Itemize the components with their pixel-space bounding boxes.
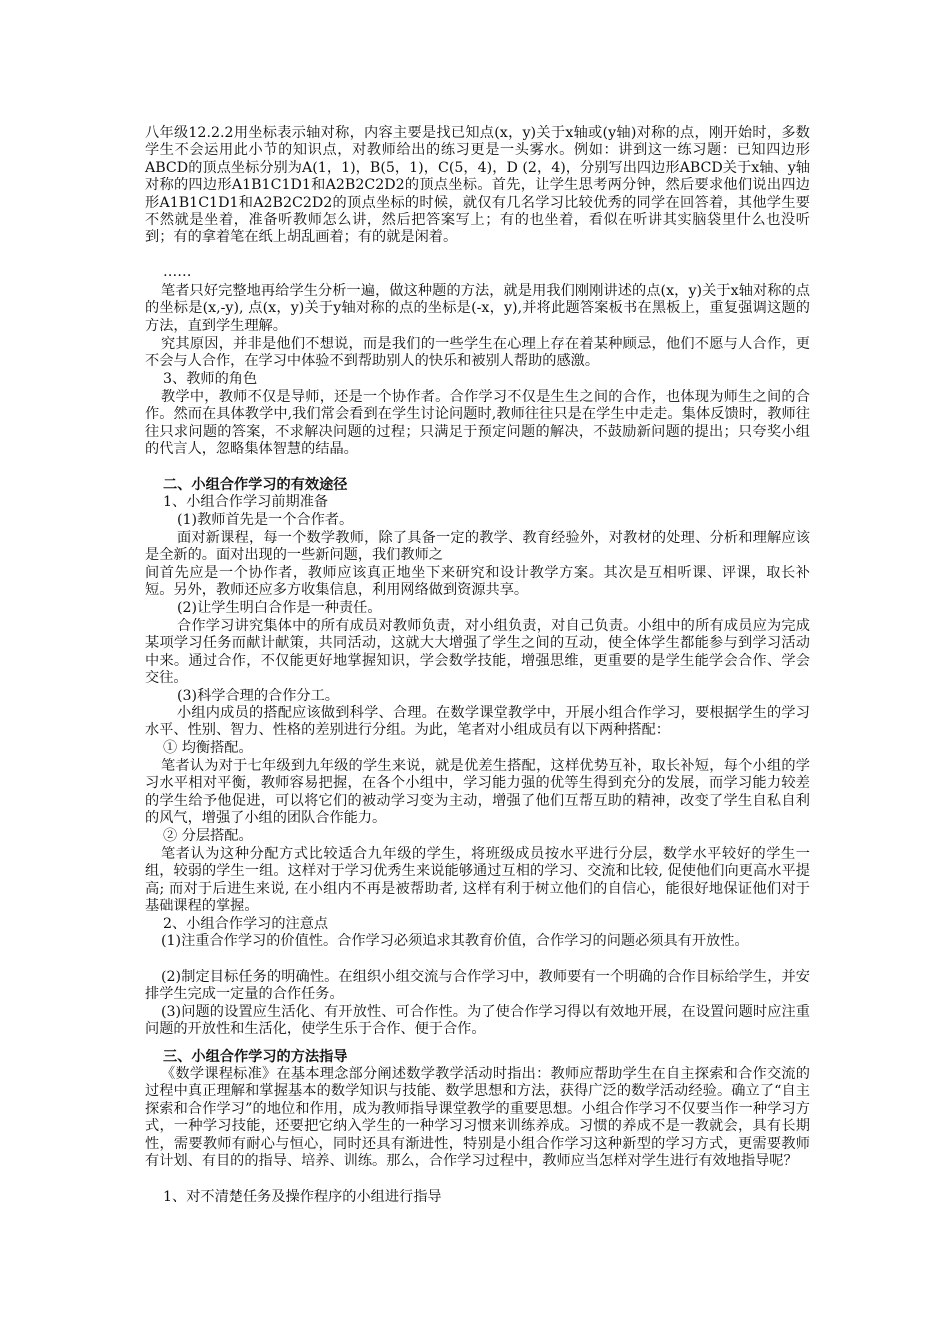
paragraph-responsibility: 合作学习讲究集体中的所有成员对教师负责，对小组负责，对自己负责。小组中的所有成员应为完成某项学习任务而献计献策，共同活动，这就大大增强了学生之间的互动，使全体学生都能参与到学习活动中来。通过合作，不仅能更好地掌握知识，学会数学技能，增强思维，更重要的是学生能学会合作、学会交往。 (145, 618, 810, 687)
item-2-title: (2)让学生明白合作是一种责任。 (177, 600, 382, 616)
paragraph-new-curriculum: 面对新课程，每一个数学教师，除了具备一定的教学、教育经验外，对教材的处理、分析和理解应该是全新的。面对出现的一些新问题，我们教师之 (145, 530, 810, 564)
note-2: (2)制定目标任务的明确性。在组织小组交流与合作学习中，教师要有一个明确的合作目标给学生，并安排学生完成一定量的合作任务。 (145, 969, 810, 1003)
section-heading-3: 三、小组合作学习的方法指导 (163, 1049, 348, 1065)
note-3: (3)问题的设置应生活化、有开放性、可合作性。为了使合作学习得以有效地开展，在设置问题时应注重问题的开放性和生活化，使学生乐于合作、便于合作。 (145, 1004, 810, 1038)
paragraph-reason: 究其原因，并非是他们不想说，而是我们的一些学生在心理上存在着某种顾忌，他们不愿与人合作，更不会与人合作，在学习中体验不到帮助别人的快乐和被别人帮助的感激。 (145, 336, 810, 370)
subheading-teacher-role: 3、教师的角色 (163, 371, 258, 387)
subheading-preparation: 1、小组合作学习前期准备 (163, 494, 329, 510)
item-3-title: (3)科学合理的合作分工。 (177, 688, 339, 704)
paragraph-curriculum-standard: 《数学课程标准》在基本理念部分阐述数学教学活动时指出：教师应帮助学生在自主探索和合作交流的过程中真正理解和掌握基本的数学知识与技能、数学思想和方法，获得广泛的数学活动经验。确立了“自主探索和合作学习”的地位和作用，成为教师指导课堂教学的重要思想。小组合作学习不仅要当作一种学习方式，一种学习技能，还要把它纳入学生的一种学习习惯来训练养成。习惯的养成不是一教就会，具有长期性，需要教师有耐心与恒心，同时还具有渐进性，特别是小组合作学习这种新型的学习方式，更需要教师有计划、有目的的指导、培养、训练。那么，合作学习过程中，教师应当怎样对学生进行有效地指导呢？ (145, 1066, 810, 1170)
balanced-pairing-title: ① 均衡搭配。 (163, 740, 253, 756)
paragraph-grouping: 小组内成员的搭配应该做到科学、合理。在数学课堂教学中，开展小组合作学习，要根据学生的学习水平、性别、智力、性格的差别进行分组。为此，笔者对小组成员有以下两种搭配： (145, 705, 810, 739)
paragraph-layered-pairing: 笔者认为这种分配方式比较适合九年级的学生，将班级成员按水平进行分层，数学水平较好的学生一组，较弱的学生一组。这样对于学习优秀生来说能够通过互相的学习、交流和比较, 促使他们向更高水平提高; 而对于后进生来说, 在小组内不再是被帮助者, 这样有利于树立他们的自信心，能很好地保证他们对于基础课程的掌握。 (145, 846, 810, 915)
layered-pairing-title: ② 分层搭配。 (163, 828, 253, 844)
note-1: (1)注重合作学习的价值性。合作学习必须追求其教育价值，合作学习的问题必须具有开放性。 (161, 933, 749, 949)
ellipsis-line: …… (163, 264, 192, 280)
paragraph-teacher-role: 教学中，教师不仅是导师，还是一个协作者。合作学习不仅是生生之间的合作，也体现为师生之间的合作。然而在具体教学中,我们常会看到在学生讨论问题时,教师往往只是在学生中走走。集体反馈时，教师往往只求问题的答案，不求解决问题的过程；只满足于预定问题的解决，不鼓励新问题的提出；只夸奖小组的代言人，忽略集体智慧的结晶。 (145, 389, 810, 458)
paragraph-collaborator: 间首先应是一个协作者，教师应该真正地坐下来研究和设计教学方案。其次是互相听课、评课，取长补短。另外，教师还应多方收集信息，利用网络做到资源共享。 (145, 565, 810, 599)
item-1-title: (1)教师首先是一个合作者。 (177, 512, 354, 528)
paragraph-teacher-explains: 笔者只好完整地再给学生分析一遍，做这种题的方法，就是用我们刚刚讲述的点(x，y)关于x轴对称的点的坐标是(x,-y), 点(x，y)关于y轴对称的点的坐标是(-x，y),并将此题答案板书在黑板上，重复强调这题的方法，直到学生理解。 (145, 283, 810, 334)
subheading-notes: 2、小组合作学习的注意点 (163, 916, 329, 932)
paragraph-intro-example: 八年级12.2.2用坐标表示轴对称，内容主要是找已知点(x，y)关于x轴或(y轴)对称的点，刚开始时，多数学生不会运用此小节的知识点，对教师给出的练习更是一头雾水。例如：讲到这一练习题：已知四边形ABCD的顶点坐标分别为A(1，1)，B(5，1)，C(5，4)，D (2，4)，分别写出四边形ABCD关于x轴、y轴对称的四边形A1B1C1D1和A2B2C2D2的顶点坐标。首先，让学生思考两分钟，然后要求他们说出四边形A1B1C1D1和A2B2C2D2的顶点坐标的时候，就仅有几名学习比较优秀的同学在回答着，其他学生要不然就是坐着，准备听教师怎么讲，然后把答案写上；有的也坐着，看似在听讲其实脑袋里什么也没听到；有的拿着笔在纸上胡乱画着；有的就是闲着。 (145, 125, 810, 246)
subheading-guidance-1: 1、对不清楚任务及操作程序的小组进行指导 (163, 1189, 442, 1205)
paragraph-balanced-pairing: 笔者认为对于七年级到九年级的学生来说，就是优差生搭配，这样优势互补，取长补短，每个小组的学习水平相对平衡，教师容易把握，在各个小组中，学习能力强的优等生得到充分的发展，而学习能力较差的学生给予他促进，可以将它们的被动学习变为主动，增强了他们互帮互助的精神，改变了学生自私自利的风气，增强了小组的团队合作能力。 (145, 758, 810, 827)
section-heading-2: 二、小组合作学习的有效途径 (163, 477, 348, 493)
